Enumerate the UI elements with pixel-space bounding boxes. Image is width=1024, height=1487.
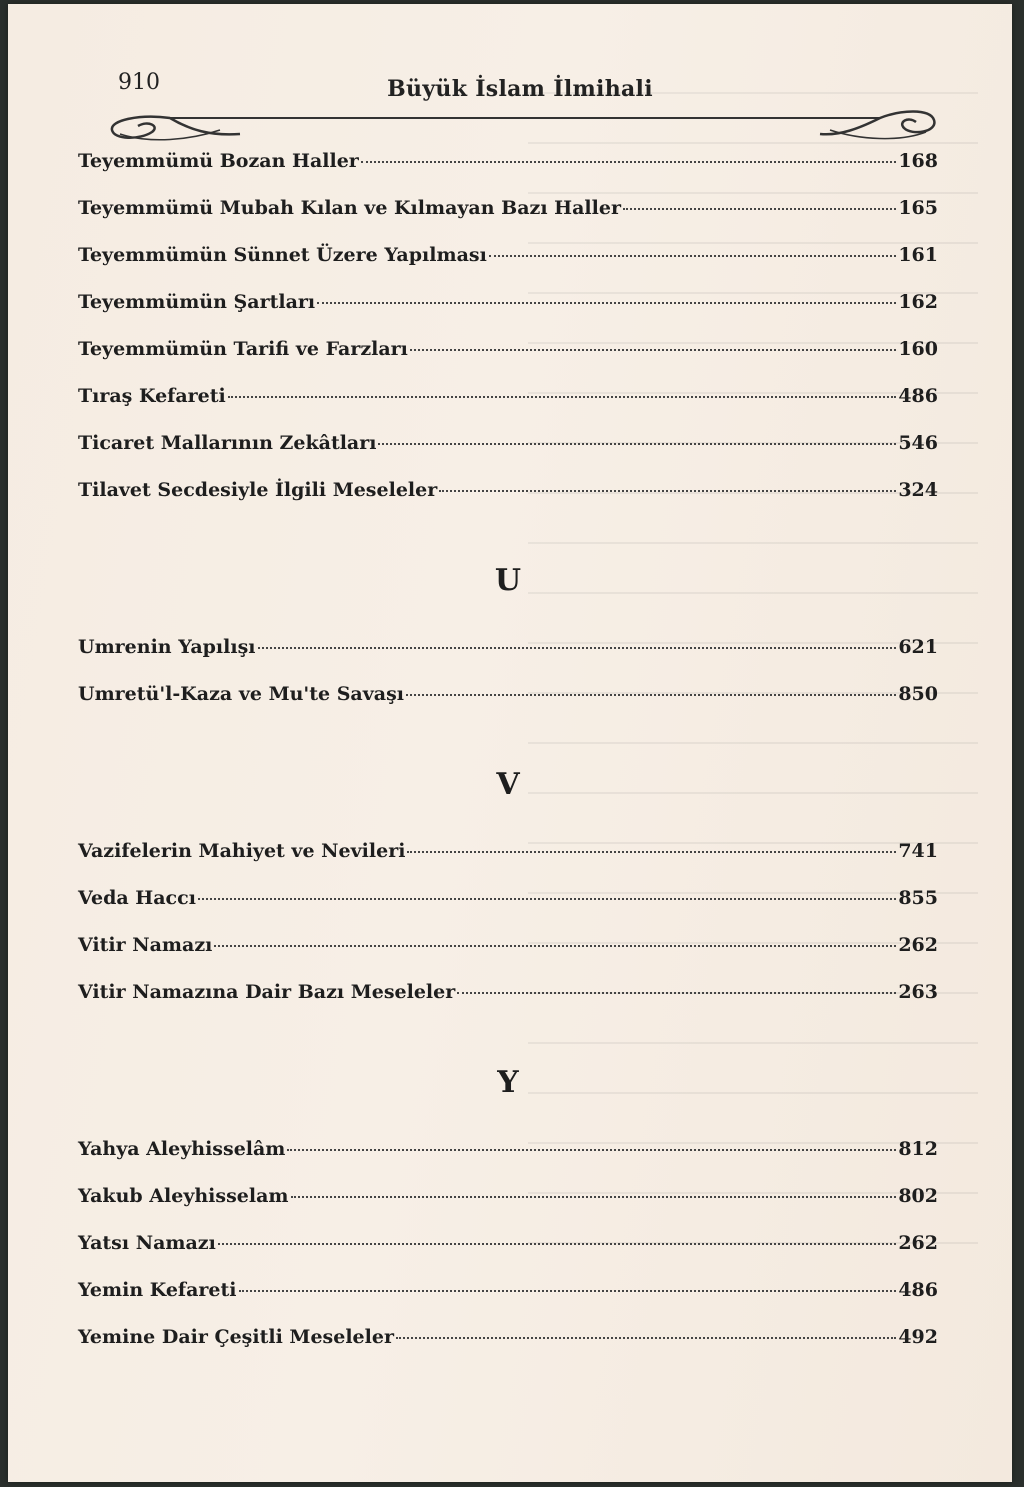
entry-title: Tilavet Secdesiyle İlgili Meseleler [78, 479, 438, 501]
index-entry [78, 934, 938, 981]
index-entry [78, 291, 938, 338]
page-number: 910 [118, 70, 160, 95]
entry-page-number: 486 [898, 1279, 938, 1301]
index-entry [78, 683, 938, 730]
index-entry [78, 1138, 938, 1185]
entry-title: Teyemmümün Şartları [78, 291, 316, 313]
dot-leader [407, 851, 896, 853]
index-entry [78, 338, 938, 385]
header-ornament-icon [100, 100, 940, 144]
entry-page-number: 263 [898, 981, 938, 1003]
dot-leader [406, 694, 896, 696]
index-entry [78, 197, 938, 244]
dot-leader [623, 208, 896, 210]
entry-page-number: 855 [898, 887, 938, 909]
entry-title: Veda Haccı [78, 887, 196, 909]
entry-page-number: 741 [898, 840, 938, 862]
entry-page-number: 161 [898, 244, 938, 266]
dot-leader [361, 161, 897, 163]
dot-leader [457, 992, 896, 994]
index-entry [78, 1279, 938, 1326]
entry-title: Teyemmümün Tarifi ve Farzları [78, 338, 408, 360]
index-entry [78, 840, 938, 887]
entry-page-number: 324 [898, 479, 938, 501]
dot-leader [258, 647, 897, 649]
index-entry [78, 244, 938, 291]
index-entry [78, 887, 938, 934]
section-letter: U [494, 563, 522, 598]
entry-title: Yakub Aleyhisselam [78, 1185, 289, 1207]
dot-leader [218, 1243, 897, 1245]
entry-page-number: 546 [898, 432, 938, 454]
dot-leader [410, 349, 896, 351]
entry-page-number: 162 [898, 291, 938, 313]
entry-page-number: 492 [898, 1326, 938, 1348]
index-entry [78, 636, 938, 683]
index-entry [78, 479, 938, 526]
dot-leader [287, 1149, 896, 1151]
index-entry [78, 981, 938, 1028]
entry-title: Teyemmümün Sünnet Üzere Yapılması [78, 244, 487, 266]
section-letter: V [496, 767, 520, 802]
entry-title: Tıraş Kefareti [78, 385, 226, 407]
entry-title: Yahya Aleyhisselâm [78, 1138, 286, 1160]
entry-title: Yemin Kefareti [78, 1279, 237, 1301]
index-entry [78, 1232, 938, 1279]
dot-leader [214, 945, 896, 947]
entry-page-number: 160 [898, 338, 938, 360]
dot-leader [439, 490, 896, 492]
book-page [8, 4, 1012, 1482]
dot-leader [228, 396, 897, 398]
entry-title: Umrenin Yapılışı [78, 636, 256, 658]
book-title: Büyük İslam İlmihali [387, 76, 653, 102]
entry-page-number: 621 [898, 636, 938, 658]
entry-title: Yemine Dair Çeşitli Meseleler [78, 1326, 394, 1348]
entry-title: Vitir Namazı [78, 934, 213, 956]
index-entry [78, 1185, 938, 1232]
index-entry [78, 150, 938, 197]
dot-leader [317, 302, 896, 304]
index-list [78, 150, 938, 1373]
dot-leader [198, 898, 896, 900]
entry-page-number: 812 [898, 1138, 938, 1160]
entry-title: Vazifelerin Mahiyet ve Nevileri [78, 840, 406, 862]
index-entry [78, 432, 938, 479]
entry-title: Umretü'l-Kaza ve Mu'te Savaşı [78, 683, 405, 705]
entry-title: Yatsı Namazı [78, 1232, 216, 1254]
dot-leader [291, 1196, 897, 1198]
entry-page-number: 168 [898, 150, 938, 172]
page-header [100, 64, 940, 144]
entry-page-number: 262 [898, 1232, 938, 1254]
index-entry [78, 385, 938, 432]
section-letter: Y [497, 1065, 519, 1100]
entry-title: Teyemmümü Mubah Kılan ve Kılmayan Bazı Haller [78, 197, 621, 219]
entry-page-number: 486 [898, 385, 938, 407]
entry-page-number: 262 [898, 934, 938, 956]
dot-leader [239, 1290, 897, 1292]
entry-page-number: 802 [898, 1185, 938, 1207]
index-entry [78, 1326, 938, 1373]
dot-leader [396, 1337, 896, 1339]
entry-title: Teyemmümü Bozan Haller [78, 150, 359, 172]
entry-title: Vitir Namazına Dair Bazı Meseleler [78, 981, 456, 1003]
entry-title: Ticaret Mallarının Zekâtları [78, 432, 377, 454]
dot-leader [378, 443, 896, 445]
entry-page-number: 850 [898, 683, 938, 705]
dot-leader [489, 255, 897, 257]
entry-page-number: 165 [898, 197, 938, 219]
